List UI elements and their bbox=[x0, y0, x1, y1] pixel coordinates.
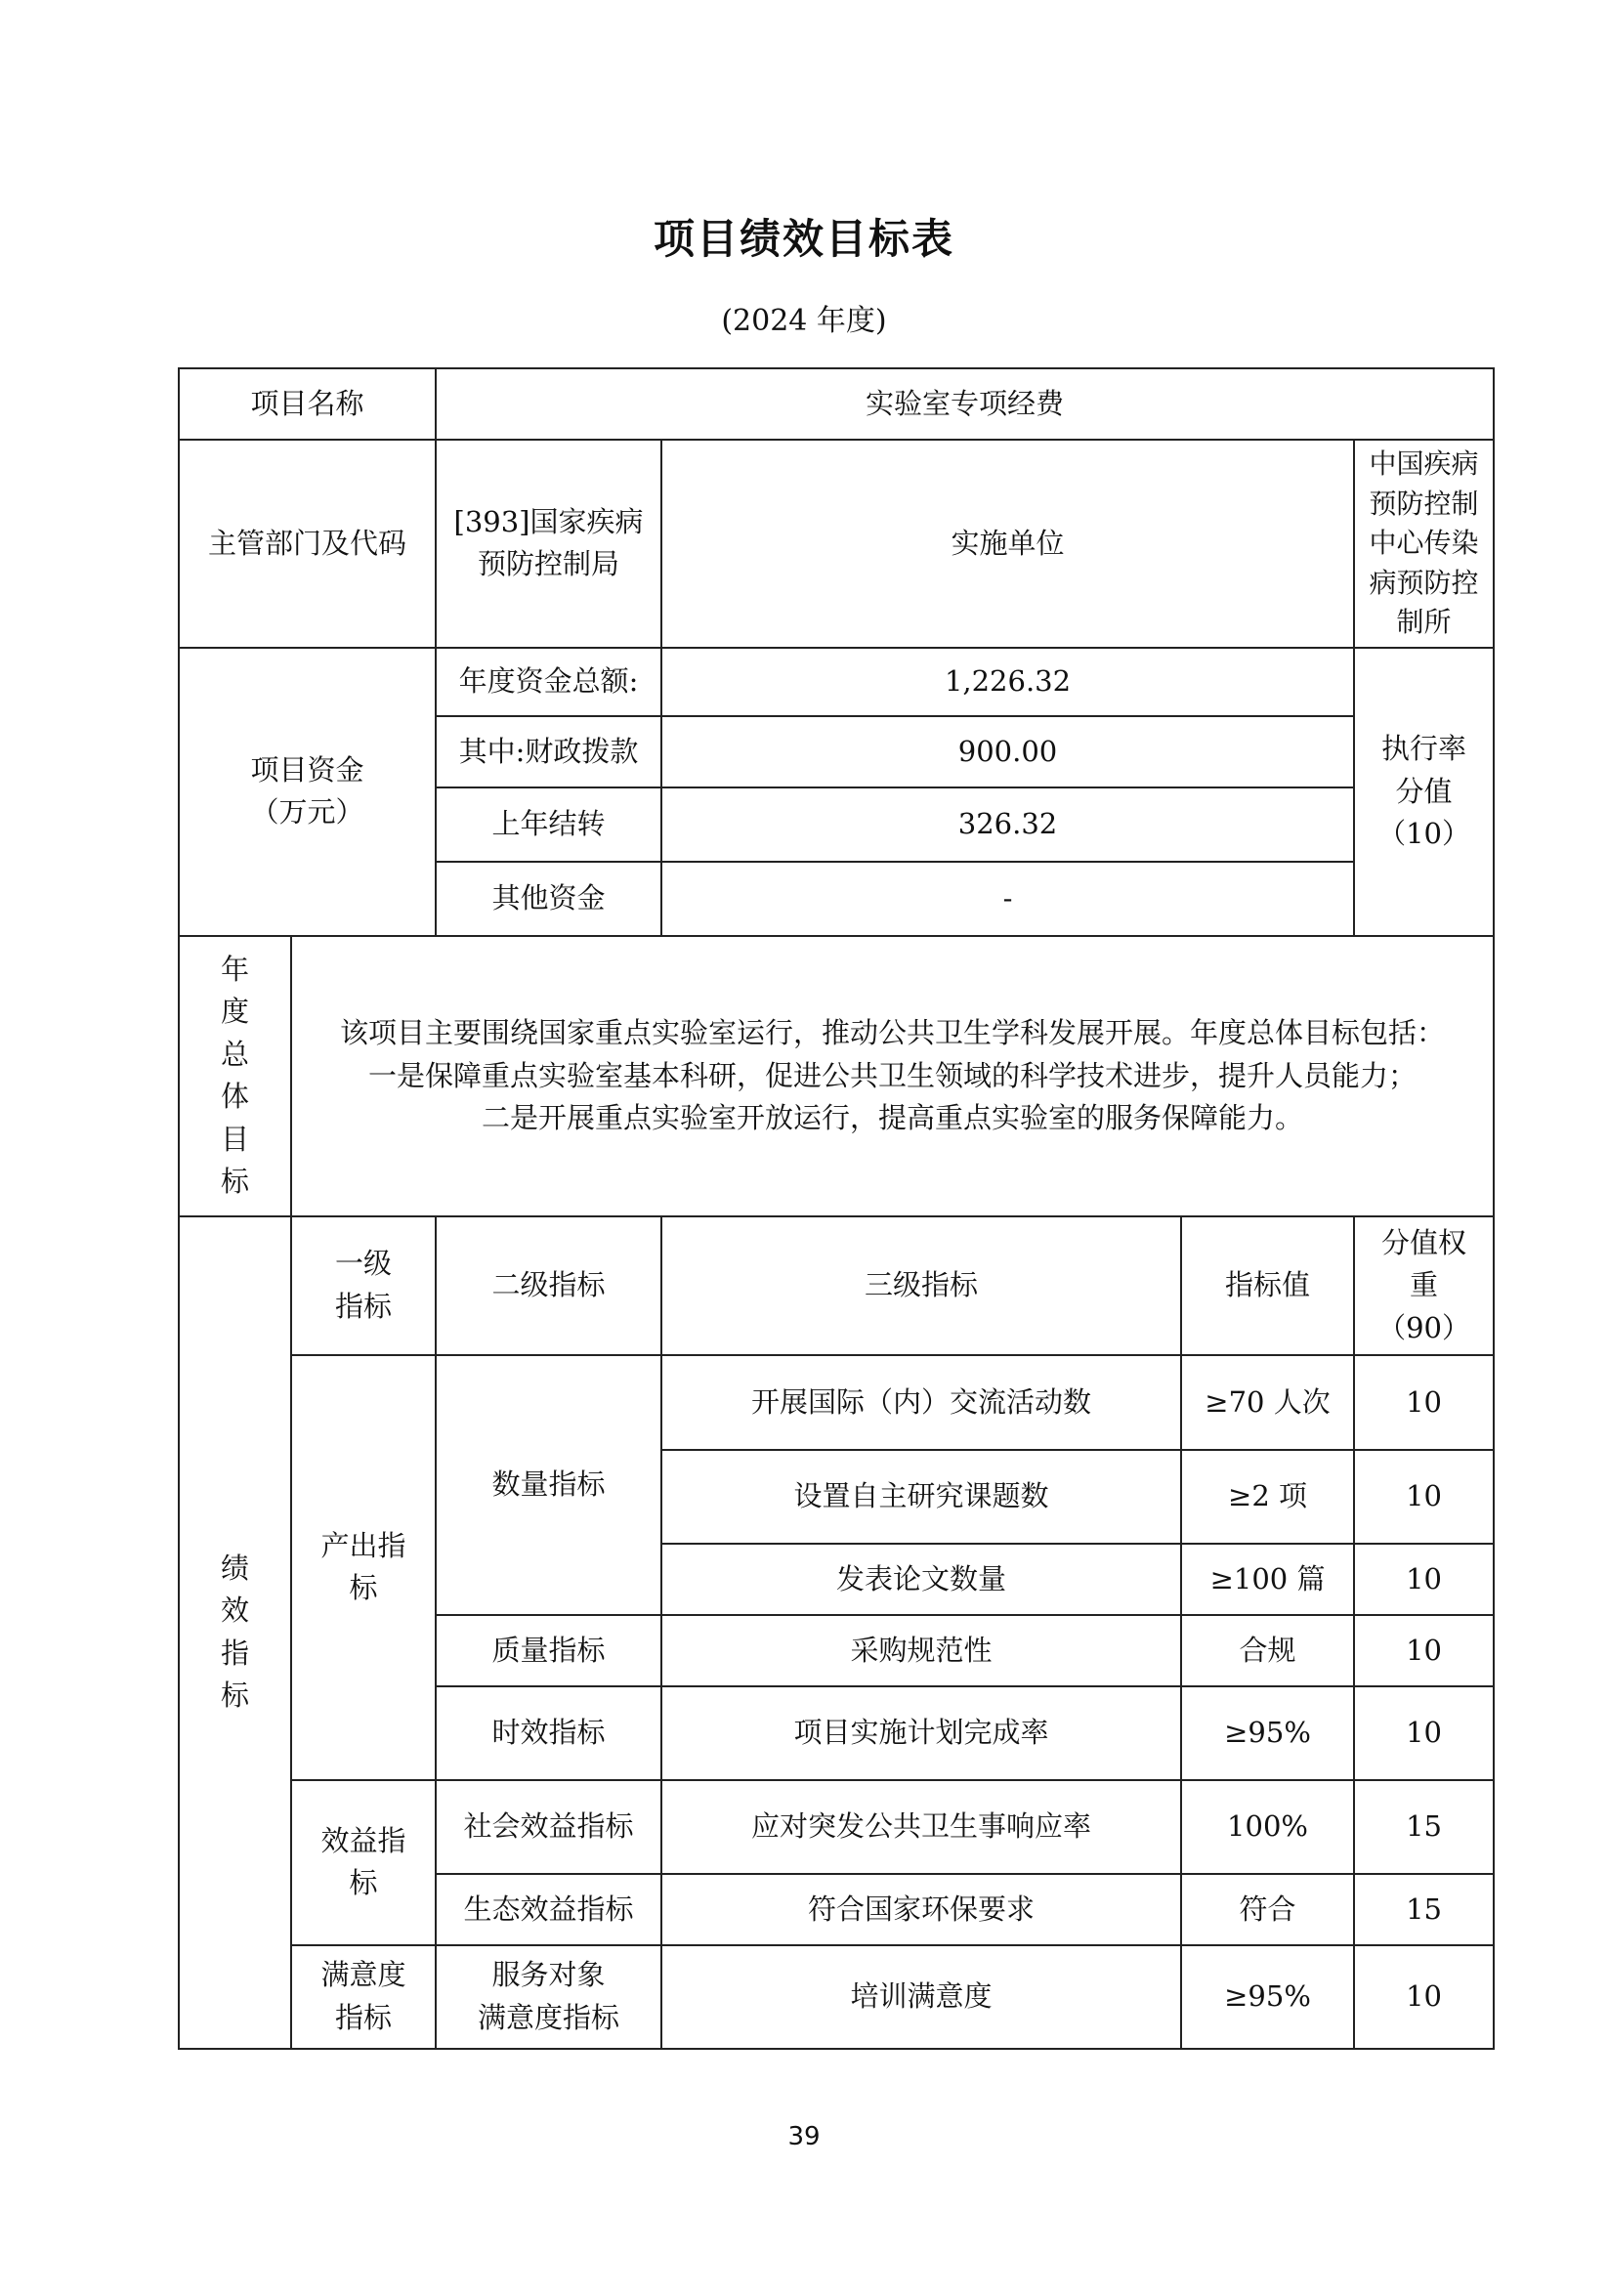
indicator-value: ≥2 项 bbox=[1181, 1450, 1354, 1544]
document-subtitle: (2024 年度) bbox=[721, 304, 887, 338]
group-benefit bbox=[291, 1780, 436, 1945]
project-funds-label-line2: （万元） bbox=[250, 795, 364, 829]
indicator-value: ≥95% bbox=[1181, 1945, 1354, 2049]
indicator-row bbox=[179, 1945, 1494, 2049]
header-indicator-value: 指标值 bbox=[1181, 1216, 1354, 1355]
funds-other-value: - bbox=[661, 862, 1354, 936]
annual-goal-label bbox=[179, 936, 291, 1216]
indicator-weight: 10 bbox=[1354, 1450, 1494, 1544]
indicator-name: 开展国际（内）交流活动数 bbox=[661, 1355, 1181, 1450]
annual-goal-line-2: 一是保障重点实验室基本科研，促进公共卫生领域的科学技术进步，提升人员能力； bbox=[368, 1058, 1418, 1092]
funds-other-label: 其他资金 bbox=[436, 862, 661, 936]
indicator-name: 项目实施计划完成率 bbox=[661, 1686, 1181, 1780]
sub-ecological-benefit: 生态效益指标 bbox=[436, 1874, 661, 1945]
department-label: 主管部门及代码 bbox=[179, 440, 436, 648]
project-name-value: 实验室专项经费 bbox=[436, 368, 1494, 440]
implementing-unit-label: 实施单位 bbox=[661, 440, 1354, 648]
group-satisfaction-line1: 满意度 bbox=[320, 1958, 406, 1992]
indicator-row bbox=[179, 1355, 1494, 1450]
department-row bbox=[179, 440, 1494, 648]
header-level3: 三级指标 bbox=[661, 1216, 1181, 1355]
funds-fiscal-label: 其中:财政拨款 bbox=[436, 716, 661, 787]
indicator-name: 设置自主研究课题数 bbox=[661, 1450, 1181, 1544]
performance-indicators-label-char: 效 bbox=[220, 1594, 249, 1628]
indicator-weight: 10 bbox=[1354, 1686, 1494, 1780]
indicator-value: ≥95% bbox=[1181, 1686, 1354, 1780]
funds-total-row bbox=[179, 648, 1494, 716]
sub-quantity: 数量指标 bbox=[436, 1355, 661, 1615]
annual-goal-label-char: 体 bbox=[220, 1080, 249, 1114]
indicator-row bbox=[179, 1780, 1494, 1874]
execution-rate-line2: 分值 bbox=[1395, 774, 1453, 808]
funds-total-label: 年度资金总额: bbox=[436, 648, 661, 716]
implementing-unit-value: 中国疾病预防控制中心传染病预防控制所 bbox=[1354, 440, 1494, 648]
indicator-name: 符合国家环保要求 bbox=[661, 1874, 1181, 1945]
annual-goal-label-char: 总 bbox=[220, 1037, 249, 1071]
indicator-value: ≥70 人次 bbox=[1181, 1355, 1354, 1450]
group-benefit-line2: 标 bbox=[349, 1866, 378, 1900]
indicator-name: 培训满意度 bbox=[661, 1945, 1181, 2049]
indicator-weight: 10 bbox=[1354, 1355, 1494, 1450]
funds-total-value: 1,226.32 bbox=[661, 648, 1354, 716]
indicator-weight: 15 bbox=[1354, 1874, 1494, 1945]
sub-quality: 质量指标 bbox=[436, 1615, 661, 1686]
annual-goal-label-char: 标 bbox=[220, 1165, 249, 1199]
indicator-name: 采购规范性 bbox=[661, 1615, 1181, 1686]
group-output-line2: 标 bbox=[349, 1571, 378, 1605]
performance-indicators-label-char: 绩 bbox=[220, 1551, 249, 1585]
project-funds-label-line1: 项目资金 bbox=[250, 752, 364, 787]
sub-service-satisfaction-line2: 满意度指标 bbox=[478, 2000, 620, 2034]
sub-social-benefit: 社会效益指标 bbox=[436, 1780, 661, 1874]
performance-indicators-label-char: 指 bbox=[220, 1636, 249, 1670]
group-satisfaction bbox=[291, 1945, 436, 2049]
performance-target-table bbox=[178, 367, 1495, 2050]
group-benefit-line1: 效益指 bbox=[320, 1823, 406, 1857]
performance-indicators-label bbox=[179, 1216, 291, 2049]
indicator-name: 应对突发公共卫生事响应率 bbox=[661, 1780, 1181, 1874]
sub-timeliness: 时效指标 bbox=[436, 1686, 661, 1780]
annual-goal-line-1: 该项目主要围绕国家重点实验室运行，推动公共卫生学科发展开展。年度总体目标包括： bbox=[340, 1016, 1446, 1050]
project-name-label: 项目名称 bbox=[179, 368, 436, 440]
annual-goal-label-char: 年 bbox=[220, 952, 249, 986]
department-value: [393]国家疾病预防控制局 bbox=[436, 440, 661, 648]
funds-carryover-value: 326.32 bbox=[661, 787, 1354, 862]
indicator-name: 发表论文数量 bbox=[661, 1544, 1181, 1615]
execution-rate-cell bbox=[1354, 648, 1494, 936]
annual-goal-text bbox=[291, 936, 1494, 1216]
header-level1 bbox=[291, 1216, 436, 1355]
indicator-weight: 10 bbox=[1354, 1615, 1494, 1686]
indicator-weight: 10 bbox=[1354, 1544, 1494, 1615]
header-weight-line3: （90） bbox=[1377, 1310, 1470, 1344]
group-output bbox=[291, 1355, 436, 1780]
group-output-line1: 产出指 bbox=[320, 1528, 406, 1562]
header-level1-line1: 一级 bbox=[335, 1247, 393, 1281]
group-satisfaction-line2: 指标 bbox=[335, 2000, 393, 2034]
performance-indicators-label-char: 标 bbox=[220, 1679, 249, 1713]
header-weight bbox=[1354, 1216, 1494, 1355]
funds-fiscal-value: 900.00 bbox=[661, 716, 1354, 787]
document-title: 项目绩效目标表 bbox=[653, 215, 954, 263]
indicator-value: ≥100 篇 bbox=[1181, 1544, 1354, 1615]
project-name-row bbox=[179, 368, 1494, 440]
indicator-weight: 15 bbox=[1354, 1780, 1494, 1874]
sub-service-satisfaction-line1: 服务对象 bbox=[491, 1958, 606, 1992]
project-funds-label bbox=[179, 648, 436, 936]
annual-goal-label-char: 目 bbox=[220, 1122, 249, 1156]
header-level2: 二级指标 bbox=[436, 1216, 661, 1355]
page-number: 39 bbox=[787, 2122, 821, 2151]
indicator-value: 合规 bbox=[1181, 1615, 1354, 1686]
annual-goal-label-char: 度 bbox=[220, 995, 249, 1029]
funds-carryover-label: 上年结转 bbox=[436, 787, 661, 862]
execution-rate-line1: 执行率 bbox=[1381, 732, 1467, 766]
header-weight-line1: 分值权 bbox=[1381, 1225, 1467, 1259]
annual-goal-line-3: 二是开展重点实验室开放运行，提高重点实验室的服务保障能力。 bbox=[482, 1101, 1304, 1135]
indicator-weight: 10 bbox=[1354, 1945, 1494, 2049]
indicator-value: 100% bbox=[1181, 1780, 1354, 1874]
header-level1-line2: 指标 bbox=[335, 1289, 393, 1323]
header-weight-line2: 重 bbox=[1410, 1268, 1439, 1302]
sub-service-satisfaction bbox=[436, 1945, 661, 2049]
annual-goal-row bbox=[179, 936, 1494, 1216]
execution-rate-line3: （10） bbox=[1377, 817, 1470, 851]
indicator-value: 符合 bbox=[1181, 1874, 1354, 1945]
indicator-header-row bbox=[179, 1216, 1494, 1355]
